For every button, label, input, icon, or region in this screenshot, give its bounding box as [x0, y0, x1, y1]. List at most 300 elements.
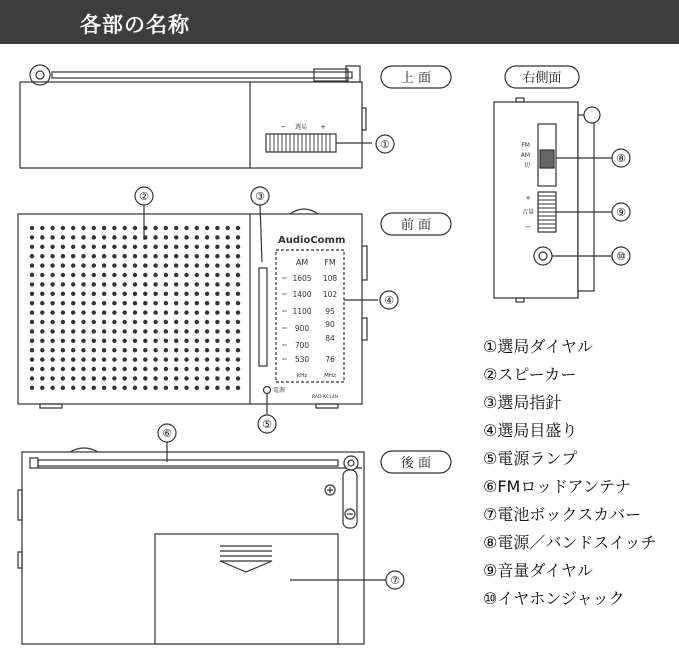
speaker-hole [112, 339, 116, 343]
speaker-hole [81, 348, 85, 352]
speaker-hole [30, 367, 34, 371]
speaker-hole [164, 357, 168, 361]
speaker-hole [40, 329, 44, 333]
band-label-am: AM [520, 152, 530, 159]
speaker-hole [92, 245, 96, 249]
callout-3: ③ [255, 190, 265, 203]
speaker-hole [174, 245, 178, 249]
speaker-hole [226, 320, 230, 324]
speaker-hole [153, 263, 157, 267]
speaker-hole [184, 386, 188, 390]
am-tick-label: 530 [294, 355, 310, 364]
speaker-hole [195, 292, 199, 296]
speaker-hole [133, 386, 137, 390]
speaker-hole [61, 376, 65, 380]
speaker-hole [205, 310, 209, 314]
speaker-hole [215, 367, 219, 371]
speaker-hole [174, 339, 178, 343]
speaker-hole [174, 320, 178, 324]
speaker-hole [102, 367, 106, 371]
speaker-hole [50, 263, 54, 267]
speaker-hole [81, 301, 85, 305]
speaker-hole [195, 348, 199, 352]
speaker-hole [164, 292, 168, 296]
legend-item-7: ⑦電池ボックスカバー [483, 505, 642, 524]
speaker-hole [123, 226, 127, 230]
speaker-hole [184, 320, 188, 324]
speaker-hole [30, 235, 34, 239]
speaker-hole [143, 339, 147, 343]
speaker-hole [40, 367, 44, 371]
speaker-hole [50, 235, 54, 239]
speaker-hole [40, 376, 44, 380]
speaker-hole [215, 263, 219, 267]
am-tick-label: 1605 [292, 274, 312, 283]
speaker-hole [195, 273, 199, 277]
speaker-hole [215, 301, 219, 305]
speaker-hole [195, 310, 199, 314]
speaker-hole [174, 386, 178, 390]
speaker-hole [40, 357, 44, 361]
speaker-hole [30, 348, 34, 352]
speaker-hole [40, 226, 44, 230]
dial-header-am: AM [295, 258, 309, 267]
speaker-hole [174, 357, 178, 361]
speaker-hole [71, 386, 75, 390]
speaker-hole [102, 245, 106, 249]
speaker-hole [153, 254, 157, 258]
speaker-hole [153, 367, 157, 371]
back-view [18, 440, 386, 644]
speaker-hole [50, 273, 54, 277]
legend-item-4: ④選局目盛り [483, 421, 578, 440]
speaker-hole [92, 226, 96, 230]
speaker-hole [143, 348, 147, 352]
am-tick-label: 1100 [292, 307, 312, 316]
speaker-hole [81, 263, 85, 267]
speaker-hole [123, 320, 127, 324]
speaker-hole [195, 301, 199, 305]
speaker-hole [112, 226, 116, 230]
speaker-hole [123, 376, 127, 380]
speaker-hole [133, 301, 137, 305]
fm-tick-label: 90 [325, 320, 335, 329]
speaker-hole [226, 226, 230, 230]
legend-item-5: ⑤電源ランプ [483, 449, 578, 468]
speaker-hole [184, 245, 188, 249]
speaker-hole [92, 329, 96, 333]
speaker-hole [174, 292, 178, 296]
speaker-hole [112, 376, 116, 380]
speaker-hole [174, 226, 178, 230]
speaker-hole [61, 367, 65, 371]
speaker-hole [123, 254, 127, 258]
speaker-hole [215, 320, 219, 324]
speaker-hole [50, 226, 54, 230]
speaker-hole [50, 329, 54, 333]
speaker-hole [174, 348, 178, 352]
speaker-hole [184, 292, 188, 296]
speaker-hole [81, 386, 85, 390]
power-label: 電源 [273, 387, 286, 394]
speaker-hole [40, 282, 44, 286]
speaker-hole [226, 357, 230, 361]
speaker-hole [143, 263, 147, 267]
speaker-hole [81, 245, 85, 249]
speaker-hole [40, 254, 44, 258]
speaker-hole [143, 273, 147, 277]
speaker-hole [226, 254, 230, 258]
speaker-hole [71, 282, 75, 286]
speaker-hole [102, 226, 106, 230]
speaker-hole [164, 254, 168, 258]
speaker-hole [40, 292, 44, 296]
speaker-hole [50, 254, 54, 258]
speaker-hole [112, 235, 116, 239]
speaker-hole [205, 292, 209, 296]
speaker-hole [50, 357, 54, 361]
speaker-hole [71, 348, 75, 352]
speaker-hole [30, 254, 34, 258]
speaker-hole [30, 301, 34, 305]
speaker-hole [123, 367, 127, 371]
speaker-hole [205, 357, 209, 361]
speaker-hole [143, 292, 147, 296]
speaker-hole [92, 282, 96, 286]
speaker-hole [205, 348, 209, 352]
speaker-hole [102, 348, 106, 352]
speaker-hole [215, 329, 219, 333]
speaker-hole [153, 245, 157, 249]
speaker-hole [143, 310, 147, 314]
speaker-hole [71, 310, 75, 314]
speaker-hole [215, 245, 219, 249]
speaker-hole [174, 254, 178, 258]
speaker-hole [71, 254, 75, 258]
speaker-hole [195, 329, 199, 333]
brand-logo: AudioComm [278, 235, 346, 246]
speaker-hole [112, 367, 116, 371]
speaker-hole [92, 254, 96, 258]
speaker-hole [184, 263, 188, 267]
speaker-hole [40, 339, 44, 343]
am-tick-label: 900 [294, 324, 310, 333]
speaker-hole [61, 348, 65, 352]
speaker-hole [236, 339, 240, 343]
speaker-hole [102, 235, 106, 239]
speaker-hole [236, 292, 240, 296]
speaker-hole [164, 263, 168, 267]
speaker-hole [153, 301, 157, 305]
speaker-hole [123, 245, 127, 249]
speaker-hole [215, 282, 219, 286]
speaker-hole [205, 235, 209, 239]
speaker-hole [236, 386, 240, 390]
speaker-hole [226, 386, 230, 390]
speaker-hole [40, 348, 44, 352]
speaker-hole [226, 339, 230, 343]
callout-10: ⑩ [616, 250, 626, 263]
speaker-hole [30, 226, 34, 230]
speaker-hole [81, 292, 85, 296]
speaker-hole [123, 263, 127, 267]
speaker-hole [61, 357, 65, 361]
speaker-hole [133, 282, 137, 286]
speaker-hole [123, 273, 127, 277]
callout-5: ⑤ [262, 418, 272, 431]
view-label-top: 上 面 [400, 71, 432, 86]
speaker-hole [71, 320, 75, 324]
speaker-hole [123, 310, 127, 314]
speaker-hole [143, 301, 147, 305]
speaker-hole [112, 329, 116, 333]
speaker-hole [123, 292, 127, 296]
speaker-hole [205, 320, 209, 324]
speaker-hole [112, 386, 116, 390]
speaker-hole [236, 357, 240, 361]
speaker-hole [164, 339, 168, 343]
speaker-hole [143, 329, 147, 333]
speaker-hole [195, 339, 199, 343]
speaker-hole [215, 348, 219, 352]
speaker-hole [50, 320, 54, 324]
speaker-hole [205, 245, 209, 249]
speaker-hole [71, 301, 75, 305]
speaker-hole [81, 310, 85, 314]
speaker-hole [143, 367, 147, 371]
speaker-hole [133, 367, 137, 371]
legend-item-9: ⑨音量ダイヤル [483, 561, 593, 580]
speaker-hole [133, 329, 137, 333]
view-label-back: 後 面 [400, 456, 432, 471]
speaker-hole [30, 357, 34, 361]
speaker-hole [215, 273, 219, 277]
volume-minus-label: − [525, 223, 531, 231]
speaker-hole [30, 310, 34, 314]
speaker-hole [215, 254, 219, 258]
speaker-hole [30, 329, 34, 333]
speaker-hole [195, 320, 199, 324]
speaker-hole [236, 329, 240, 333]
speaker-hole [236, 348, 240, 352]
speaker-hole [71, 292, 75, 296]
speaker-hole [184, 254, 188, 258]
speaker-hole [205, 386, 209, 390]
speaker-hole [81, 376, 85, 380]
speaker-hole [143, 376, 147, 380]
speaker-hole [81, 367, 85, 371]
speaker-hole [236, 226, 240, 230]
speaker-hole [184, 348, 188, 352]
speaker-hole [112, 282, 116, 286]
speaker-hole [143, 357, 147, 361]
speaker-hole [164, 235, 168, 239]
speaker-hole [174, 273, 178, 277]
speaker-hole [30, 339, 34, 343]
speaker-hole [81, 273, 85, 277]
fm-tick-label: 84 [325, 334, 335, 343]
speaker-hole [112, 301, 116, 305]
fm-tick-label: 95 [325, 307, 335, 316]
speaker-hole [71, 376, 75, 380]
speaker-hole [112, 320, 116, 324]
speaker-hole [71, 357, 75, 361]
speaker-hole [143, 254, 147, 258]
speaker-hole [236, 254, 240, 258]
callout-9: ⑨ [616, 206, 626, 219]
speaker-hole [71, 367, 75, 371]
speaker-hole [40, 386, 44, 390]
speaker-hole [226, 348, 230, 352]
speaker-hole [174, 263, 178, 267]
speaker-hole [184, 273, 188, 277]
fm-tick-label: 108 [322, 274, 338, 283]
speaker-hole [226, 367, 230, 371]
speaker-hole [81, 320, 85, 324]
speaker-hole [174, 282, 178, 286]
callout-8: ⑧ [616, 152, 626, 165]
speaker-hole [123, 348, 127, 352]
tuning-label: 選局 [294, 124, 308, 131]
speaker-hole [153, 329, 157, 333]
dial-header-fm: FM [324, 258, 336, 267]
speaker-hole [50, 348, 54, 352]
speaker-hole [215, 376, 219, 380]
speaker-hole [61, 226, 65, 230]
speaker-hole [92, 339, 96, 343]
speaker-hole [164, 367, 168, 371]
speaker-hole [71, 226, 75, 230]
speaker-hole [236, 282, 240, 286]
speaker-hole [226, 282, 230, 286]
speaker-hole [236, 235, 240, 239]
speaker-hole [215, 226, 219, 230]
speaker-hole [61, 292, 65, 296]
speaker-hole [61, 273, 65, 277]
speaker-hole [236, 320, 240, 324]
speaker-hole [153, 357, 157, 361]
speaker-hole [112, 292, 116, 296]
speaker-hole [205, 301, 209, 305]
speaker-hole [205, 339, 209, 343]
speaker-hole [133, 254, 137, 258]
speaker-hole [112, 263, 116, 267]
speaker-hole [195, 226, 199, 230]
speaker-hole [164, 310, 168, 314]
speaker-hole [195, 367, 199, 371]
speaker-hole [92, 376, 96, 380]
speaker-hole [123, 339, 127, 343]
speaker-hole [30, 282, 34, 286]
speaker-hole [123, 386, 127, 390]
speaker-hole [226, 292, 230, 296]
speaker-hole [30, 263, 34, 267]
speaker-hole [71, 329, 75, 333]
view-label-front: 前 面 [400, 218, 432, 233]
speaker-hole [30, 273, 34, 277]
speaker-hole [133, 348, 137, 352]
speaker-hole [164, 282, 168, 286]
speaker-hole [236, 301, 240, 305]
speaker-hole [102, 357, 106, 361]
speaker-hole [92, 273, 96, 277]
speaker-hole [112, 348, 116, 352]
unit-khz: kHz [296, 373, 308, 379]
speaker-hole [195, 263, 199, 267]
speaker-hole [143, 245, 147, 249]
speaker-hole [236, 263, 240, 267]
speaker-hole [40, 235, 44, 239]
speaker-hole [174, 376, 178, 380]
speaker-hole [184, 367, 188, 371]
legend-item-3: ③選局指針 [483, 393, 562, 412]
model-label: RAD-KC14N [312, 395, 339, 400]
speaker-hole [81, 226, 85, 230]
view-label-right: 右側面 [522, 71, 562, 86]
speaker-hole [184, 235, 188, 239]
speaker-hole [153, 226, 157, 230]
speaker-hole [92, 310, 96, 314]
speaker-hole [50, 292, 54, 296]
speaker-hole [153, 348, 157, 352]
speaker-hole [184, 329, 188, 333]
speaker-hole [205, 226, 209, 230]
speaker-hole [153, 376, 157, 380]
callout-4: ④ [384, 294, 394, 307]
speaker-hole [184, 376, 188, 380]
speaker-hole [205, 263, 209, 267]
speaker-hole [102, 339, 106, 343]
speaker-hole [102, 376, 106, 380]
speaker-hole [92, 263, 96, 267]
speaker-hole [123, 357, 127, 361]
speaker-hole [133, 320, 137, 324]
speaker-hole [102, 301, 106, 305]
legend-item-6: ⑥FMロッドアンテナ [483, 477, 631, 496]
speaker-hole [195, 357, 199, 361]
speaker-hole [226, 245, 230, 249]
speaker-hole [226, 376, 230, 380]
speaker-hole [40, 310, 44, 314]
speaker-hole [174, 301, 178, 305]
speaker-hole [112, 273, 116, 277]
speaker-hole [205, 273, 209, 277]
speaker-hole [40, 245, 44, 249]
speaker-hole [215, 357, 219, 361]
speaker-hole [92, 235, 96, 239]
speaker-hole [102, 282, 106, 286]
volume-label: 音量 [521, 209, 535, 216]
speaker-hole [71, 245, 75, 249]
am-tick-label: 700 [294, 341, 310, 350]
speaker-hole [102, 292, 106, 296]
speaker-hole [71, 263, 75, 267]
speaker-hole [226, 263, 230, 267]
speaker-hole [133, 235, 137, 239]
speaker-hole [102, 329, 106, 333]
speaker-hole [61, 282, 65, 286]
speaker-hole [195, 282, 199, 286]
speaker-hole [30, 320, 34, 324]
speaker-hole [30, 292, 34, 296]
speaker-hole [236, 376, 240, 380]
speaker-hole [143, 386, 147, 390]
speaker-hole [71, 235, 75, 239]
speaker-hole [102, 320, 106, 324]
speaker-hole [61, 386, 65, 390]
speaker-hole [50, 376, 54, 380]
speaker-hole [195, 235, 199, 239]
